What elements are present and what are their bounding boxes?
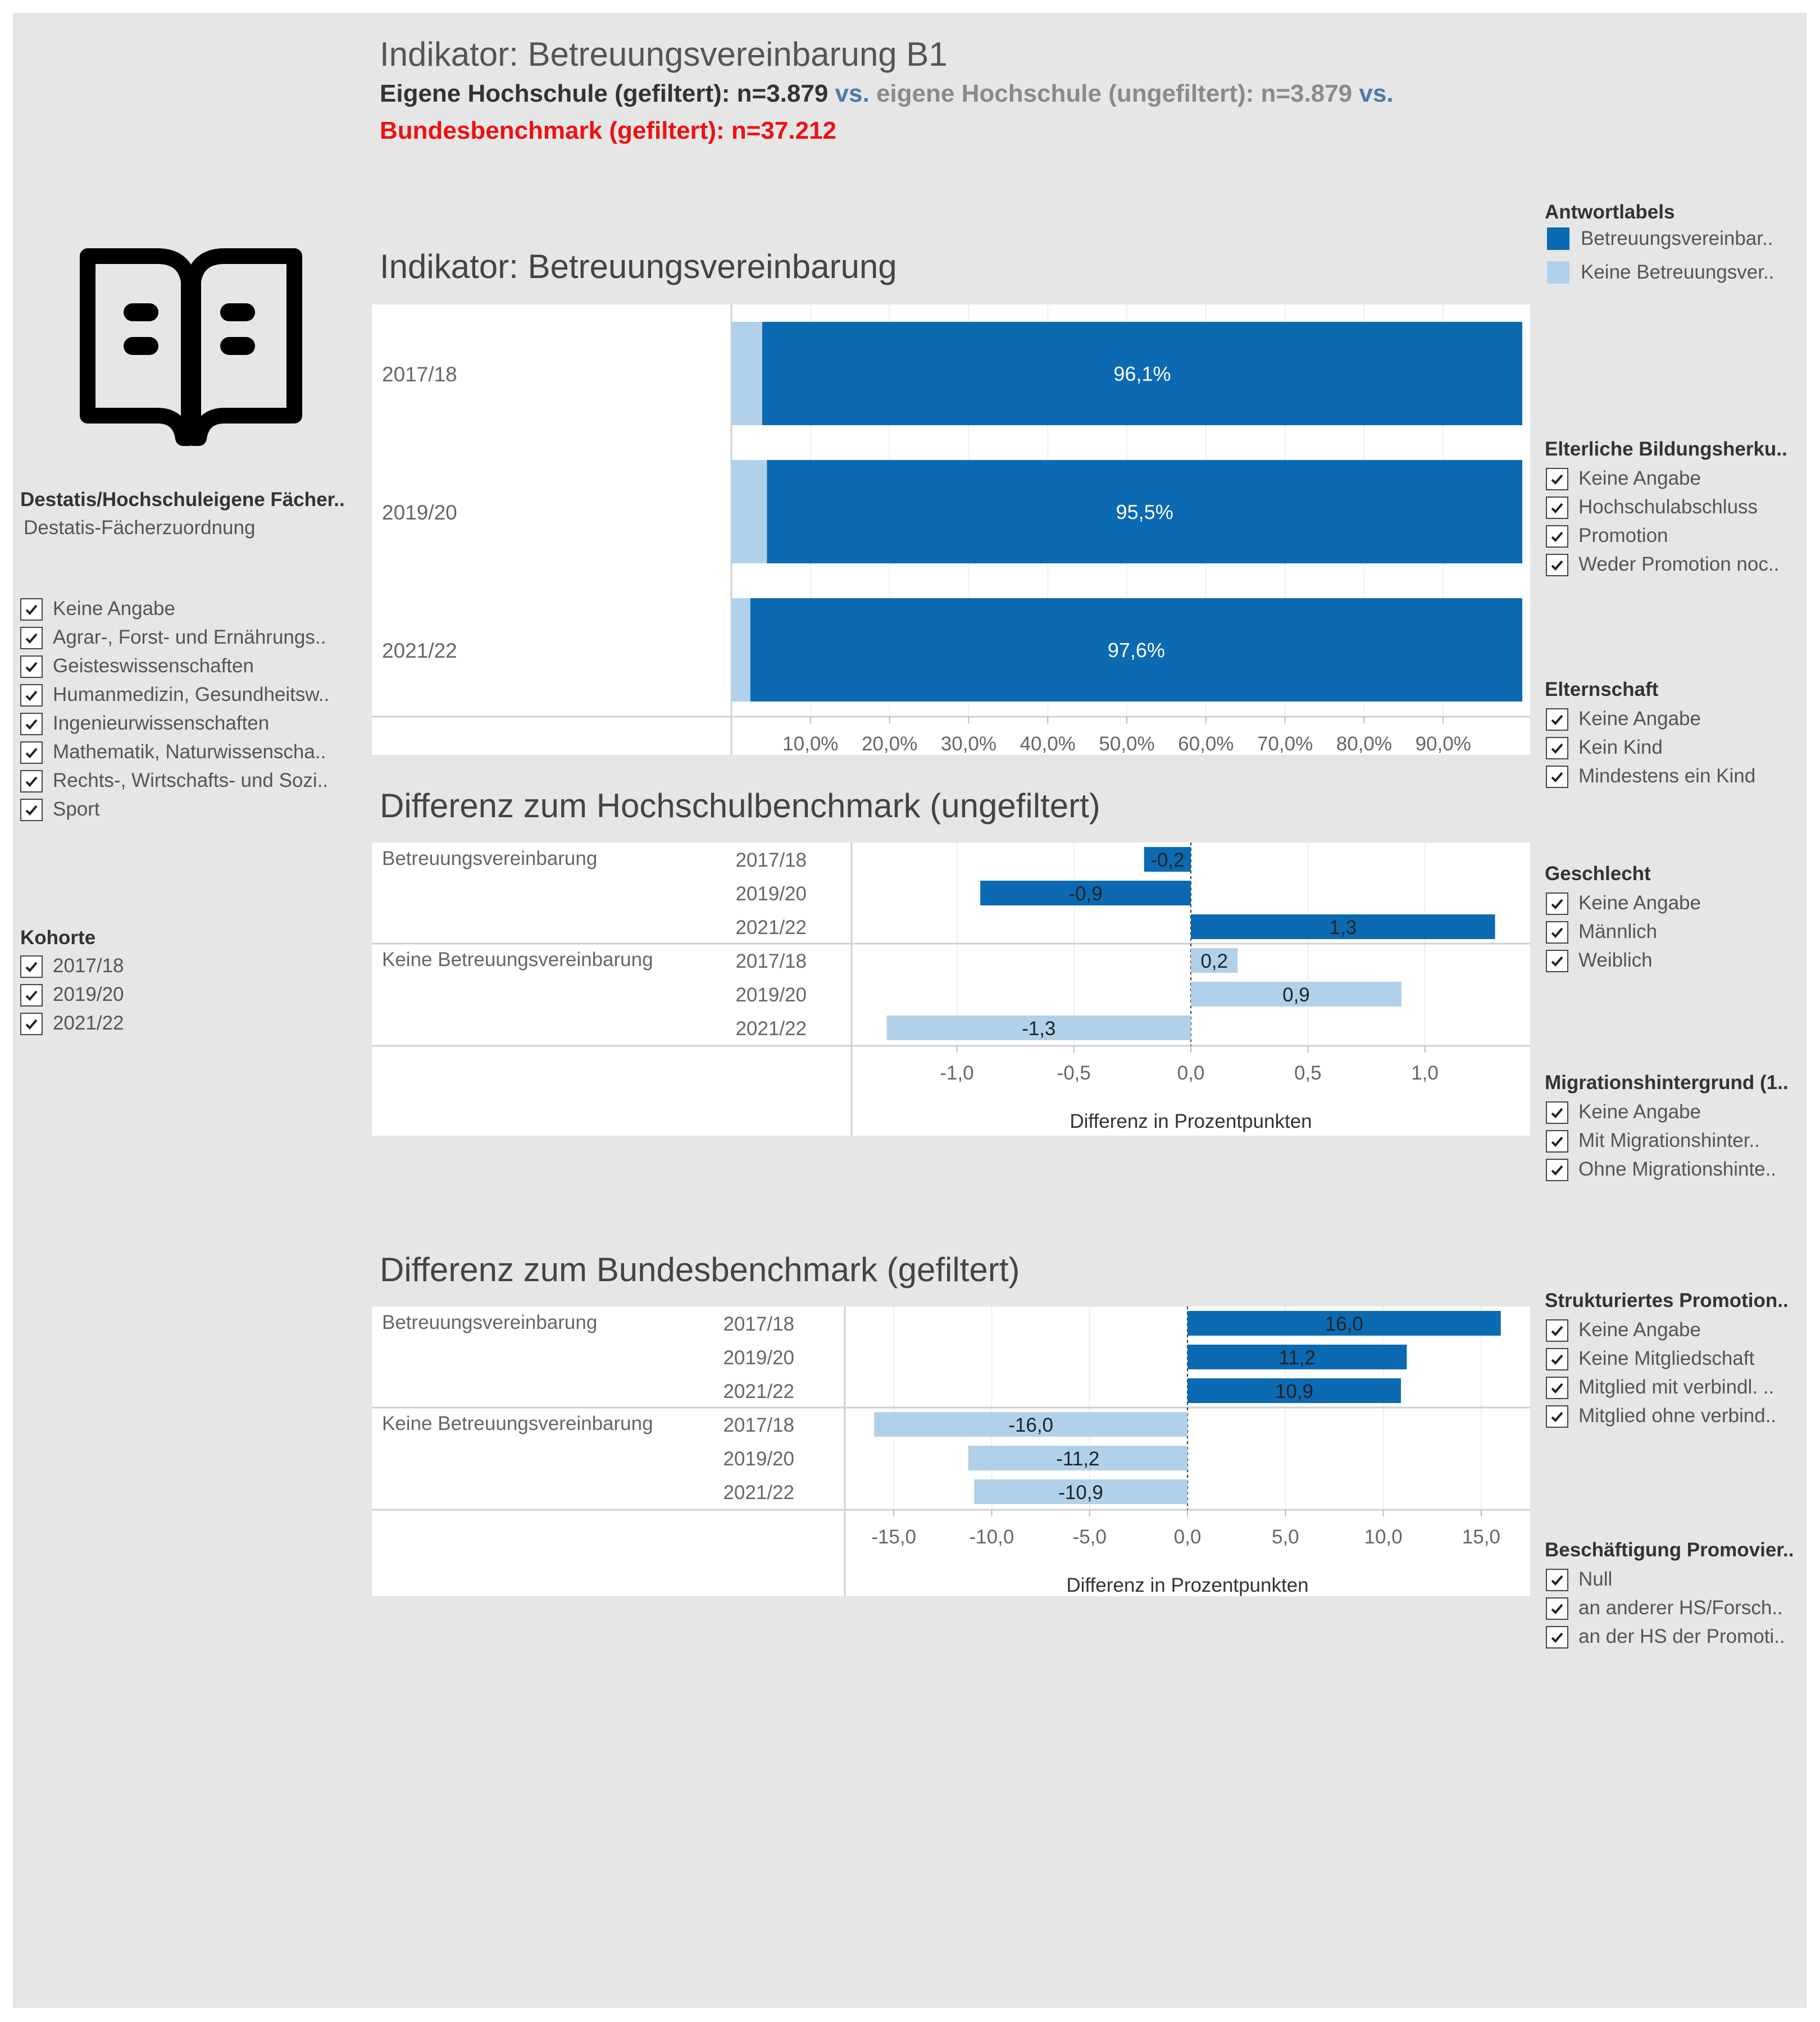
checkmark-icon [1550,1163,1564,1177]
filter-title: Elterliche Bildungsherku.. [1545,438,1787,460]
subtitle-own: Eigene Hochschule (gefiltert): n=3.879 [380,80,829,107]
filter-item-label: Ohne Migrationshinte.. [1578,1158,1777,1180]
legend-label[interactable]: Keine Betreuungsver.. [1581,261,1775,283]
filter-item-label: Hochschulabschluss [1578,496,1758,518]
x-tick-label: 80,0% [1336,733,1393,755]
subtitle-bundesbenchmark: Bundesbenchmark (gefiltert): n=37.212 [380,117,837,144]
checkmark-icon [1550,1381,1564,1395]
filter-list [1546,892,1809,978]
checkmark-icon [25,775,38,788]
stacked-bar-chart [372,304,1530,755]
year-label: 2019/20 [723,1448,794,1470]
checkmark-icon [1550,558,1564,572]
dashboard-subtitle [380,80,1394,108]
faecher-item-label: Sport [53,798,100,820]
checkbox-checked[interactable] [20,627,43,649]
filter-item-label: an der HS der Promoti.. [1578,1625,1785,1647]
filter-geschlecht [1545,863,1809,982]
data-label: -1,3 [1022,1018,1056,1040]
data-label: -16,0 [1008,1414,1054,1436]
checkbox-checked[interactable] [20,598,43,621]
checkbox-checked[interactable] [1546,950,1568,972]
subtitle-vs-1: vs. [828,80,876,107]
checkmark-icon [1550,926,1564,939]
filter-title: Geschlecht [1545,863,1651,885]
checkmark-icon [1550,1352,1564,1366]
checkmark-icon [25,803,38,817]
checkmark-icon [25,689,38,702]
checkbox-checked[interactable] [20,984,43,1007]
checkbox-checked[interactable] [1546,1377,1568,1399]
filter-elterliche-bildungsherku [1545,438,1809,586]
year-label: 2019/20 [723,1347,794,1369]
checkbox-checked[interactable] [1546,1569,1568,1591]
x-tick-label: 20,0% [861,733,918,755]
filter-item-label: Keine Angabe [1578,1101,1701,1123]
filter-item-label: Keine Angabe [1578,892,1701,914]
group-label: Keine Betreuungsvereinbarung [382,1413,653,1434]
data-label: -0,2 [1150,849,1185,871]
checkmark-icon [1550,1410,1564,1423]
right-filter-panel [1545,438,1809,1674]
chart2-title: Differenz zum Hochschulbenchmark (ungefiltert) [380,787,1100,825]
filter-item-label: Mindestens ein Kind [1578,765,1756,787]
x-tick-label: 50,0% [1099,733,1155,755]
bar-keine [731,598,750,702]
group-label: Betreuungsvereinbarung [382,848,598,869]
checkbox-checked[interactable] [20,655,43,678]
subtitle-unfiltered: eigene Hochschule (ungefiltert): n=3.879 [876,80,1353,107]
year-label: 2021/22 [735,917,807,939]
year-label: 2017/18 [735,849,807,871]
x-tick-label: -15,0 [871,1526,917,1548]
year-label: 2019/20 [735,883,807,905]
filter-item-label: Promotion [1578,525,1668,547]
checkmark-icon [25,603,38,616]
faecher-item-label: Agrar-, Forst- und Ernährungs.. [53,626,326,648]
filter-beschäftigung-promovier [1545,1539,1809,1659]
x-tick-label: 10,0% [782,733,839,755]
filter-title: Migrationshintergrund (1.. [1545,1072,1789,1094]
legend-swatch [1547,227,1569,250]
year-label: 2017/18 [735,950,807,972]
faecher-dropdown-value[interactable]: Destatis-Fächerzuordnung [24,517,256,539]
filter-list [1546,467,1809,582]
diff-bund-chart [372,1306,1530,1596]
checkbox-checked[interactable] [20,741,43,764]
checkmark-icon [1550,1135,1564,1148]
checkbox-checked[interactable] [1546,1159,1568,1181]
checkbox-checked[interactable] [1546,1597,1568,1620]
x-tick-label: -10,0 [969,1526,1014,1548]
data-label: -11,2 [1056,1448,1100,1470]
kohorte-item-label: 2017/18 [53,955,124,977]
checkmark-icon [1550,1106,1564,1119]
checkmark-icon [1550,472,1564,486]
data-label: 0,2 [1200,950,1228,972]
filter-item-label: Keine Angabe [1578,467,1701,489]
faecher-filter-list [20,598,357,834]
x-tick-label: 15,0 [1462,1526,1500,1548]
x-tick-label: 60,0% [1178,733,1234,755]
checkbox-checked[interactable] [1546,766,1568,788]
row-label: 2017/18 [382,363,457,386]
data-label: -10,9 [1058,1482,1103,1504]
checkbox-checked[interactable] [1546,554,1568,576]
checkbox-checked[interactable] [1546,468,1568,490]
checkmark-icon [25,960,38,973]
checkbox-checked[interactable] [1546,892,1568,915]
checkbox-checked[interactable] [20,684,43,707]
filter-item-label: an anderer HS/Forsch.. [1578,1597,1783,1619]
checkmark-icon [1550,501,1564,514]
checkbox-checked[interactable] [1546,1101,1568,1124]
x-tick-label: -0,5 [1057,1062,1091,1084]
faecher-item-label: Keine Angabe [53,598,175,620]
filter-item-label: Mitglied mit verbindl. .. [1578,1376,1775,1398]
x-tick-label: -1,0 [940,1062,974,1084]
group-label: Betreuungsvereinbarung [382,1311,598,1333]
checkbox-checked[interactable] [20,713,43,735]
filter-elternschaft [1545,678,1809,798]
subtitle-vs-2: vs. [1352,80,1394,107]
filter-list [1546,1319,1809,1433]
data-label: 1,3 [1329,917,1357,939]
checkmark-icon [25,660,38,673]
checkmark-icon [25,717,38,731]
filter-title: Elternschaft [1545,678,1659,700]
faecher-item-label: Humanmedizin, Gesundheitsw.. [53,684,330,705]
legend-label[interactable]: Betreuungsvereinbar.. [1581,227,1773,249]
checkmark-icon [1550,1324,1564,1337]
data-label: 11,2 [1278,1347,1316,1369]
checkmark-icon [1550,713,1564,726]
checkmark-icon [1550,897,1564,910]
checkbox-checked[interactable] [20,799,43,821]
checkmark-icon [1550,1573,1564,1587]
filter-item-label: Mit Migrationshinter.. [1578,1130,1760,1151]
checkbox-checked[interactable] [1546,921,1568,944]
checkbox-checked[interactable] [20,770,43,793]
x-tick-label: 1,0 [1411,1062,1439,1084]
filter-title: Strukturiertes Promotion.. [1545,1290,1789,1311]
x-tick-label: 0,0 [1177,1062,1205,1084]
filter-item-label: Keine Angabe [1578,708,1701,730]
data-label: 97,6% [1107,639,1165,662]
filter-list [1546,708,1809,794]
chart1-title: Indikator: Betreuungsvereinbarung [380,248,897,285]
checkbox-checked[interactable] [1546,1319,1568,1342]
filter-item-label: Männlich [1578,921,1658,942]
x-tick-label: 0,0 [1173,1526,1202,1548]
x-axis-title: Differenz in Prozentpunkten [1066,1574,1309,1596]
checkbox-checked[interactable] [1546,525,1568,548]
data-label: 16,0 [1325,1313,1363,1335]
diff-hochschul-chart [372,842,1530,1136]
checkbox-checked[interactable] [20,955,43,978]
checkmark-icon [1550,770,1564,784]
checkbox-checked[interactable] [1546,497,1568,519]
year-label: 2021/22 [723,1482,794,1504]
data-label: 10,9 [1275,1381,1314,1402]
x-tick-label: 5,0 [1271,1526,1299,1548]
row-label: 2019/20 [382,501,457,524]
checkmark-icon [1550,1602,1564,1615]
kohorte-filter-title: Kohorte [20,927,96,949]
legend-title: Antwortlabels [1545,201,1675,223]
kohorte-filter-list [20,955,357,1045]
faecher-item-label: Ingenieurwissenschaften [53,712,270,734]
checkmark-icon [1550,741,1564,755]
bar-keine [731,460,767,563]
chart3-title: Differenz zum Bundesbenchmark (gefiltert) [380,1251,1020,1288]
checkbox-checked[interactable] [20,1013,43,1035]
legend-swatch [1547,261,1569,284]
kohorte-item-label: 2021/22 [53,1012,124,1034]
open-book-icon [79,247,303,455]
checkmark-icon [25,746,38,759]
checkmark-icon [1550,530,1564,543]
filter-item-label: Keine Angabe [1578,1319,1701,1341]
faecher-item-label: Geisteswissenschaften [53,655,254,677]
checkbox-checked[interactable] [1546,1405,1568,1428]
kohorte-item-label: 2019/20 [53,983,124,1005]
checkmark-icon [25,631,38,645]
filter-item-label: Weder Promotion noc.. [1578,553,1780,575]
x-tick-label: 10,0 [1364,1526,1403,1548]
x-tick-label: 40,0% [1020,733,1076,755]
faecher-item-label: Rechts-, Wirtschafts- und Sozi.. [53,769,329,791]
checkmark-icon [1550,1631,1564,1644]
year-label: 2017/18 [723,1313,794,1335]
data-label: 96,1% [1113,362,1171,385]
x-axis-title: Differenz in Prozentpunkten [1070,1110,1312,1132]
filter-item-label: Mitglied ohne verbind.. [1578,1405,1777,1427]
x-tick-label: 30,0% [940,733,997,755]
row-label: 2021/22 [382,639,457,662]
filter-migrationshintergrund-1 [1545,1072,1809,1191]
data-label: 0,9 [1282,984,1310,1006]
filter-item-label: Null [1578,1568,1613,1590]
faecher-item-label: Mathematik, Naturwissenscha.. [53,741,326,763]
x-tick-label: 70,0% [1257,733,1313,755]
faecher-filter-title: Destatis/Hochschuleigene Fächer.. [20,489,345,511]
legend [1547,227,1811,289]
checkbox-checked[interactable] [1546,708,1568,731]
filter-title: Beschäftigung Promovier.. [1545,1539,1794,1561]
year-label: 2021/22 [735,1018,807,1040]
checkbox-checked[interactable] [1546,737,1568,759]
year-label: 2021/22 [723,1381,794,1402]
year-label: 2017/18 [723,1414,794,1436]
filter-item-label: Weiblich [1578,949,1653,971]
checkbox-checked[interactable] [1546,1130,1568,1153]
checkmark-icon [25,1017,38,1031]
filter-list [1546,1101,1809,1187]
data-label: -0,9 [1068,883,1103,905]
filter-item-label: Kein Kind [1578,736,1663,758]
filter-item-label: Keine Mitgliedschaft [1578,1347,1755,1369]
x-tick-label: -5,0 [1072,1526,1107,1548]
filter-list [1546,1568,1809,1654]
checkbox-checked[interactable] [1546,1348,1568,1370]
x-tick-label: 0,5 [1294,1062,1322,1084]
checkmark-icon [25,989,38,1002]
dashboard-title: Indikator: Betreuungsvereinbarung B1 [380,35,948,73]
checkmark-icon [1550,954,1564,968]
group-label: Keine Betreuungsvereinbarung [382,949,653,971]
bar-keine [731,322,762,425]
checkbox-checked[interactable] [1546,1626,1568,1648]
filter-strukturiertes-promotion [1545,1290,1809,1438]
x-tick-label: 90,0% [1415,733,1471,755]
year-label: 2019/20 [735,984,807,1006]
data-label: 95,5% [1116,500,1173,523]
